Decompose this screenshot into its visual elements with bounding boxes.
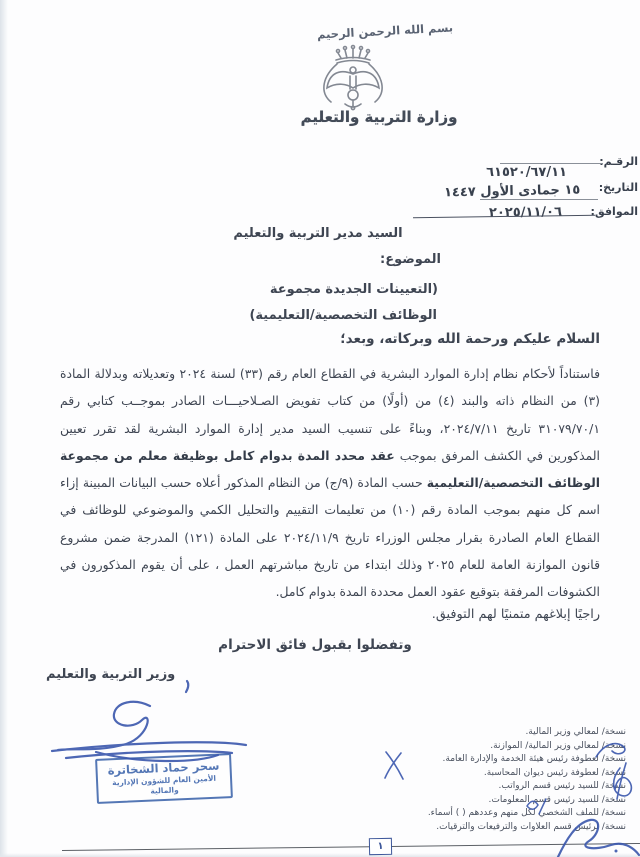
scan-edge-shadow: [0, 0, 8, 857]
minister-signature-icon: [52, 681, 246, 761]
subject-line-2: الوظائف التخصصية/التعليمية): [249, 308, 437, 323]
closing-request-line: راجيًا إبلاغهم متمنيًا لهم التوفيق.: [431, 607, 600, 622]
ministry-name-calligraphy: وزارة التربية والتعليم: [300, 108, 458, 126]
ref-number-value: ٦١٥٢٠/٦٧/١١: [486, 165, 567, 180]
body-segment-1: فاستناداً لأحكام نظام إدارة الموارد البشرية في القطاع العام رقم (٣٣) لسنة ٢٠٢٤ وتعديلاته وبدلالة المادة (٣) من النظام ذاته والبند (٤) من (أولًا) من كتاب تفويض الصـلاحيـــات الصادر بموجــب كتابي رقم ٣١٠٧٩/٧٠/١ تاريخ ٢٠٢٤/٧/١١، وبناءً على تنسيب السيد مدير إدارة الموارد البشرية لقد تقرر تعيين المذكورين في الكشف المرفق بموجب: [60, 366, 601, 463]
bismillah-calligraphy: بسم الله الرحمن الرحيم: [316, 20, 454, 42]
salutation-line: السلام عليكم ورحمة الله وبركاته، وبعد؛: [340, 331, 600, 347]
body-segment-2: حسب المادة (٩/ج) من النظام المذكور أعلاه حسب البيانات المبينة إزاء اسم كل منهم بموجب المادة رقم (١٠) من تعليمات التقييم والتحليل الكمي والموضوعي للوظائف في القطاع العام الصادرة بقرار مجلس الوزراء تاريخ ٢٠٢٤/١١/٩ على المادة (١٢١) المدرجة ضمن مشروع قانون الموازنة العامة للعام ٢٠٢٥ وذلك ابتداء من تاريخ مباشرتهم العمل ، على أن يقوم المذكورون في الكشوفات المرفقة بتوقيع عقود العمل محددة المدة بدوام كامل.: [60, 475, 600, 600]
scan-edge-shadow-bottom: [0, 853, 640, 857]
cc-item: نسخة/ لرئيس قسم العلاوات والترفيعات والترقيات.: [436, 821, 626, 832]
cc-item: نسخة/ لمعالي وزير المالية.: [525, 727, 626, 737]
coat-of-arms-icon: [303, 44, 403, 112]
hijri-date-label: التاريخ:: [598, 181, 638, 194]
body-paragraph: [60, 360, 600, 606]
cc-distribution-list: [316, 726, 626, 834]
official-stamp: [95, 753, 233, 804]
subject-line-1: (التعيينات الجديدة مجموعة: [269, 282, 438, 297]
addressee-line: السيد مدير التربية والتعليم: [233, 226, 403, 241]
cc-item: نسخة/ لعطوفة رئيس ديوان المحاسبة.: [483, 767, 626, 778]
cc-item: نسخة/ لعطوفة رئيس هيئة الخدمة والإدارة العامة.: [442, 754, 626, 764]
cc-item: نسخة/ لمعالي وزير المالية/ الموازنة.: [490, 740, 626, 751]
stamp-title: الأمين العام للشؤون الإدارية والمالية: [111, 773, 217, 796]
hijri-date-value: ١٥ جمادى الأول ١٤٤٧: [443, 182, 581, 201]
cc-item: نسخة/ للملف الشخصي لكل منهم وعددهم ( ) أسماء.: [427, 808, 626, 818]
ref-number-line: [500, 163, 603, 164]
stamp-name: سحر حماد الشخاترة: [107, 758, 220, 778]
ref-number-label: الرقـم:: [599, 155, 638, 168]
gregorian-date-label: الموافق:: [590, 205, 638, 218]
footer-rule-line: [62, 843, 640, 851]
page-number-box: ١: [369, 838, 392, 855]
subject-label: الموضوع:: [380, 252, 441, 267]
body-segment-bold: عقد محدد المدة بدوام كامل بوظيفة معلم من مجموعة الوظائف التخصصية/التعليمية: [60, 447, 601, 491]
closing-respect-line: وتفضلوا بقبول فائق الاحترام: [218, 637, 412, 653]
signer-title: وزير التربية والتعليم: [46, 667, 176, 682]
cc-item: نسخة/ للسيد رئيس قسم المعلومات.: [488, 794, 626, 805]
gregorian-date-value: ٢٠٢٥/١١/٠٦: [488, 204, 563, 221]
cc-item: نسخة/ للسيد رئيس قسم الرواتب.: [498, 781, 626, 791]
